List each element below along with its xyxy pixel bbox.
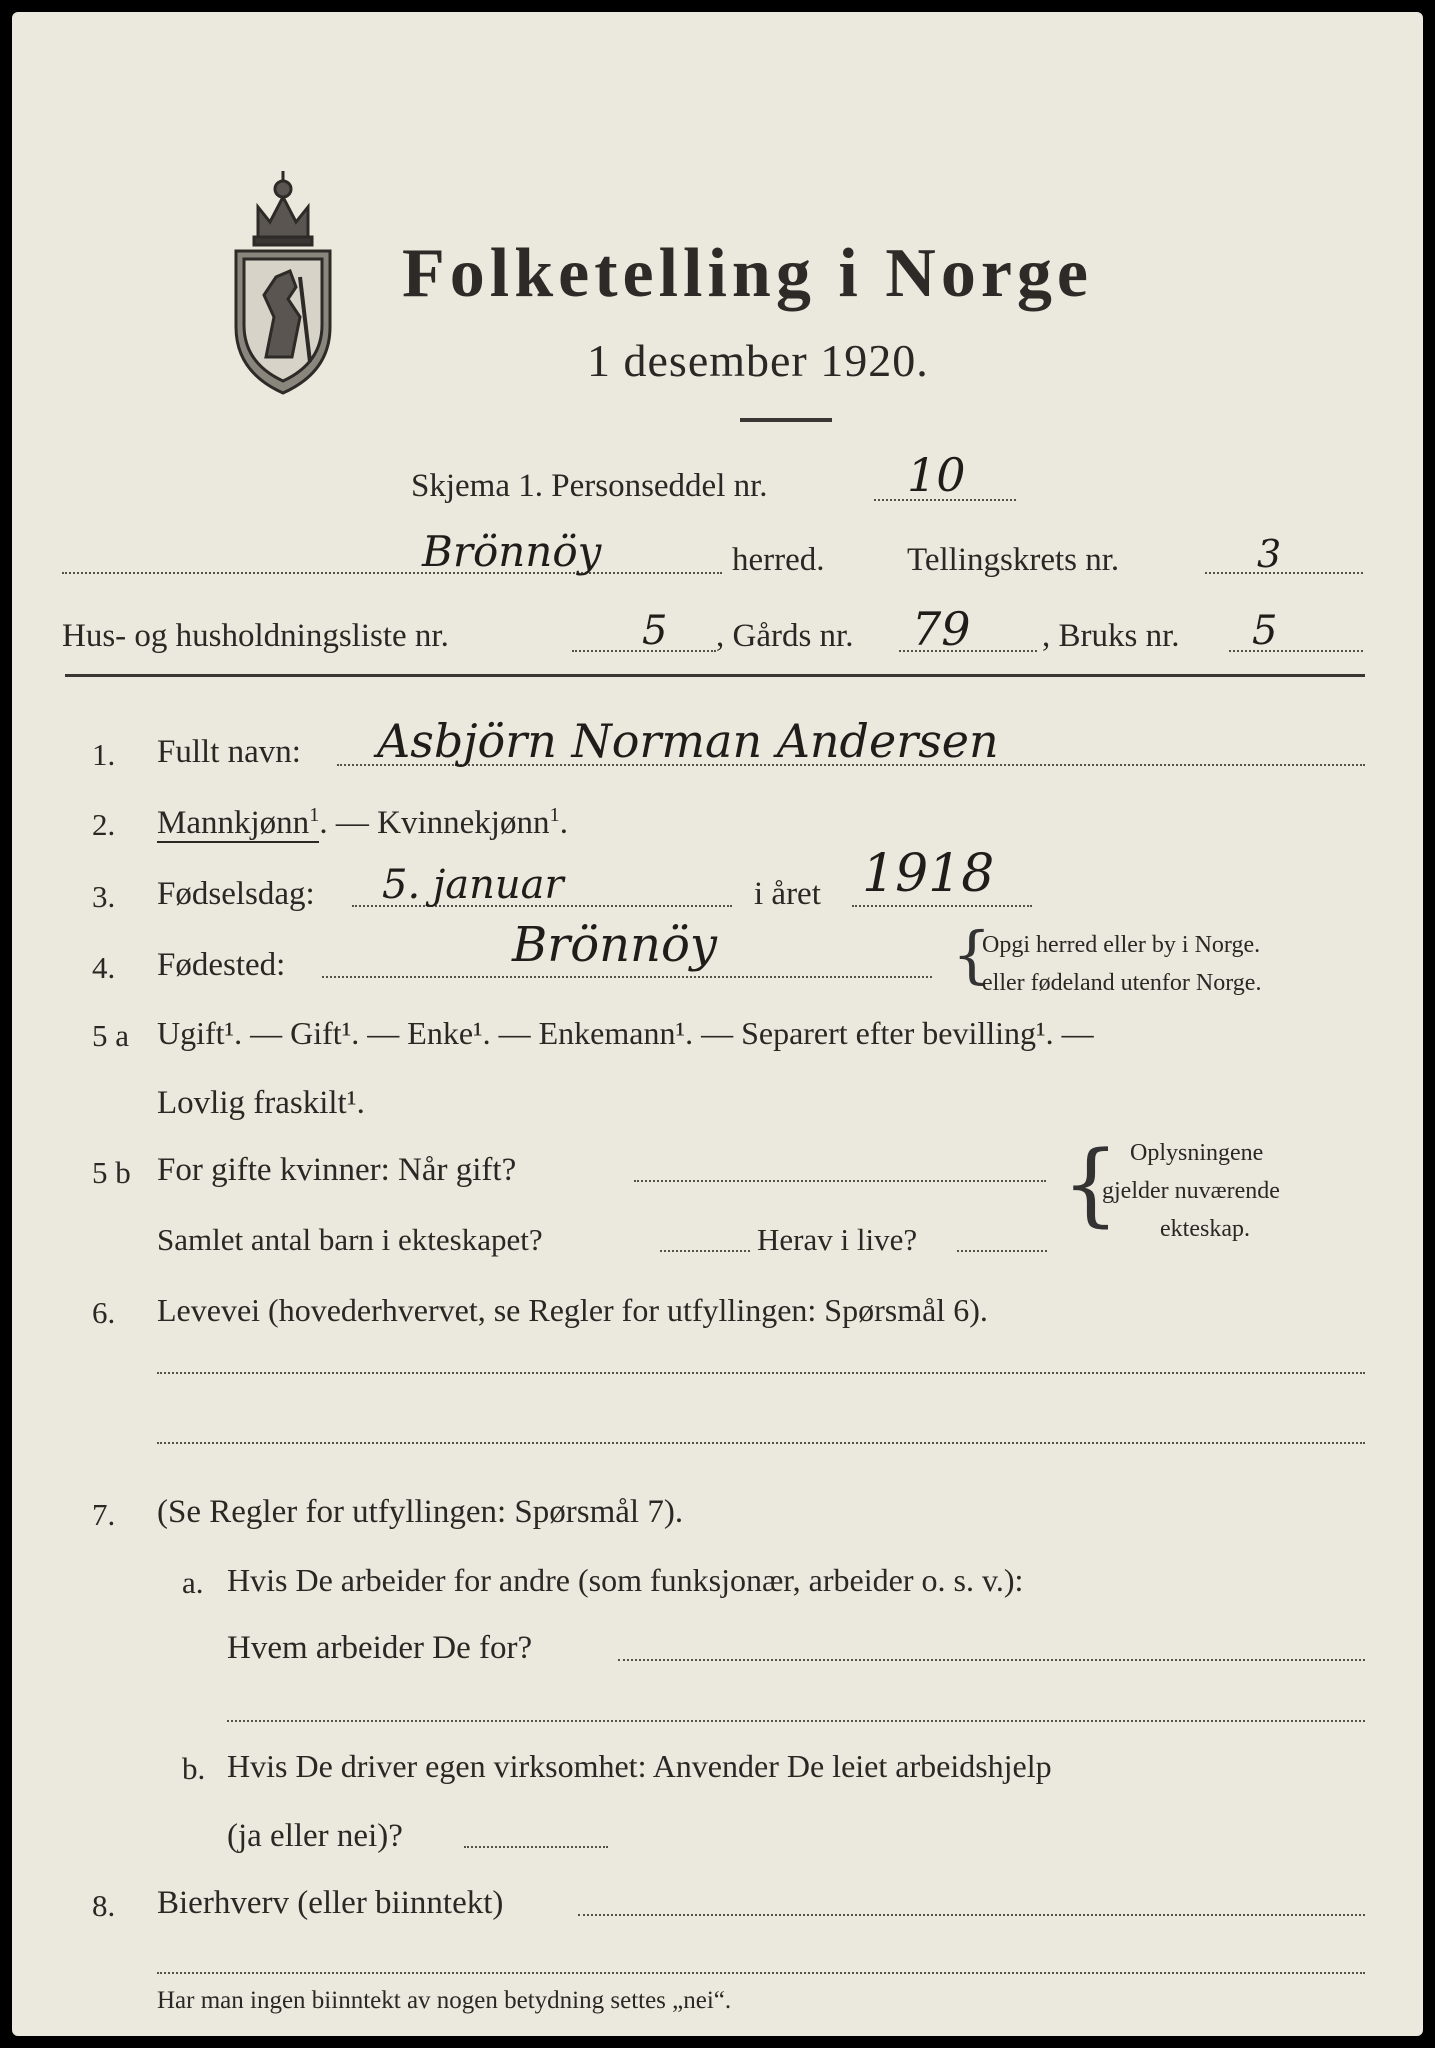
gards-value: 79 (912, 602, 971, 656)
skjema-label: Skjema 1. Personseddel nr. (411, 468, 768, 504)
q7a-number: a. (182, 1565, 204, 1600)
q7a-line-2: Hvem arbeider De for? (227, 1630, 533, 1666)
birthplace-value: Brönnöy (512, 917, 717, 973)
employer-field-1[interactable] (618, 1659, 1365, 1661)
census-date: 1 desember 1920. (587, 335, 929, 386)
q7b-line-1: Hvis De driver egen virksomhet: Anvender De leiet arbeidshjelp (227, 1748, 1052, 1784)
q5a-number: 5 a (92, 1018, 130, 1053)
hus-label: Hus- og husholdningsliste nr. (62, 618, 449, 654)
birth-year-field[interactable] (852, 905, 1032, 907)
q7b-line-2: (ja eller nei)? (227, 1818, 403, 1854)
q7-number: 7. (92, 1497, 116, 1532)
q4-note-2: eller fødeland utenfor Norge. (982, 970, 1262, 996)
q1-number: 1. (92, 737, 116, 772)
occupation-field-1[interactable] (157, 1372, 1365, 1374)
occupation-field-2[interactable] (157, 1442, 1365, 1444)
birth-year-label: i året (754, 876, 821, 912)
census-form (12, 12, 1423, 2036)
q8-label: Bierhverv (eller biinntekt) (157, 1885, 504, 1921)
tellingskrets-label: Tellingskrets nr. (907, 542, 1120, 578)
q5b-note-1: Oplysningene (1130, 1140, 1264, 1166)
form-title: Folketelling i Norge (402, 235, 1094, 312)
q7b-number: b. (182, 1751, 206, 1786)
q8-number: 8. (92, 1888, 116, 1923)
q7a-line-1: Hvis De arbeider for andre (som funksjonær, arbeider o. s. v.): (227, 1562, 1024, 1598)
q5b-label-alive: Herav i live? (757, 1222, 918, 1257)
q6-label: Levevei (hovederhvervet, se Regler for utfyllingen: Spørsmål 6). (157, 1292, 988, 1328)
employer-field-2[interactable] (227, 1720, 1365, 1722)
herred-value: Brönnöy (422, 527, 602, 576)
q5b-note-2: gjelder nuværende (1102, 1178, 1280, 1204)
bruks-label: , Bruks nr. (1042, 618, 1180, 654)
q2-number: 2. (92, 807, 116, 842)
herred-field[interactable] (62, 572, 722, 574)
q3-number: 3. (92, 879, 116, 914)
gards-label: , Gårds nr. (716, 618, 854, 654)
full-name-value: Asbjörn Norman Andersen (377, 714, 999, 768)
female-option[interactable]: Kvinnekjønn$^1$ (377, 804, 560, 841)
bruks-field[interactable] (1229, 650, 1363, 652)
male-option[interactable]: Mannkjønn$^1$ (157, 804, 320, 841)
q4-label: Fødested: (157, 947, 286, 983)
q5b-brace: { (1062, 1132, 1120, 1237)
q4-note-1: Opgi herred eller by i Norge. (982, 932, 1261, 958)
children-alive-field[interactable] (957, 1250, 1047, 1252)
footer-note: Har man ingen biinntekt av nogen betydning settes „nei“. (157, 1987, 732, 2014)
bruks-value: 5 (1252, 608, 1278, 654)
hired-help-field[interactable] (464, 1846, 608, 1848)
q4-brace: { (952, 918, 992, 991)
q5b-label-married: For gifte kvinner: Når gift? (157, 1152, 517, 1188)
side-income-field-1[interactable] (578, 1914, 1365, 1916)
sex-options: Mannkjønn$^1$. — Kvinnekjønn$^1$. (157, 804, 568, 841)
marital-status-options[interactable]: Ugift¹. — Gift¹. — Enke¹. — Enkemann¹. — Separert efter bevilling¹. — (157, 1015, 1094, 1051)
q6-number: 6. (92, 1295, 116, 1330)
q4-number: 4. (92, 950, 116, 985)
title-rule (740, 418, 832, 422)
birthday-value: 5. januar (382, 862, 564, 908)
norwegian-coat-of-arms-icon (230, 167, 336, 397)
q5b-label-children: Samlet antal barn i ekteskapet? (157, 1222, 543, 1257)
q7-label: (Se Regler for utfyllingen: Spørsmål 7). (157, 1494, 684, 1530)
q1-label: Fullt navn: (157, 734, 301, 770)
tellingskrets-value: 3 (1257, 532, 1282, 576)
birth-year-value: 1918 (862, 844, 995, 904)
children-count-field[interactable] (660, 1250, 750, 1252)
marital-status-divorced[interactable]: Lovlig fraskilt¹. (157, 1085, 365, 1121)
married-date-field[interactable] (634, 1180, 1046, 1182)
section-divider (65, 674, 1365, 677)
side-income-field-2[interactable] (157, 1972, 1365, 1974)
hus-value: 5 (642, 608, 668, 654)
birthplace-field[interactable] (322, 976, 932, 978)
tellingskrets-field[interactable] (1205, 572, 1363, 574)
herred-label: herred. (732, 542, 825, 578)
q5b-number: 5 b (92, 1155, 131, 1190)
skjema-value: 10 (907, 448, 966, 502)
q3-label: Fødselsdag: (157, 876, 315, 912)
q5b-note-3: ekteskap. (1160, 1216, 1250, 1242)
